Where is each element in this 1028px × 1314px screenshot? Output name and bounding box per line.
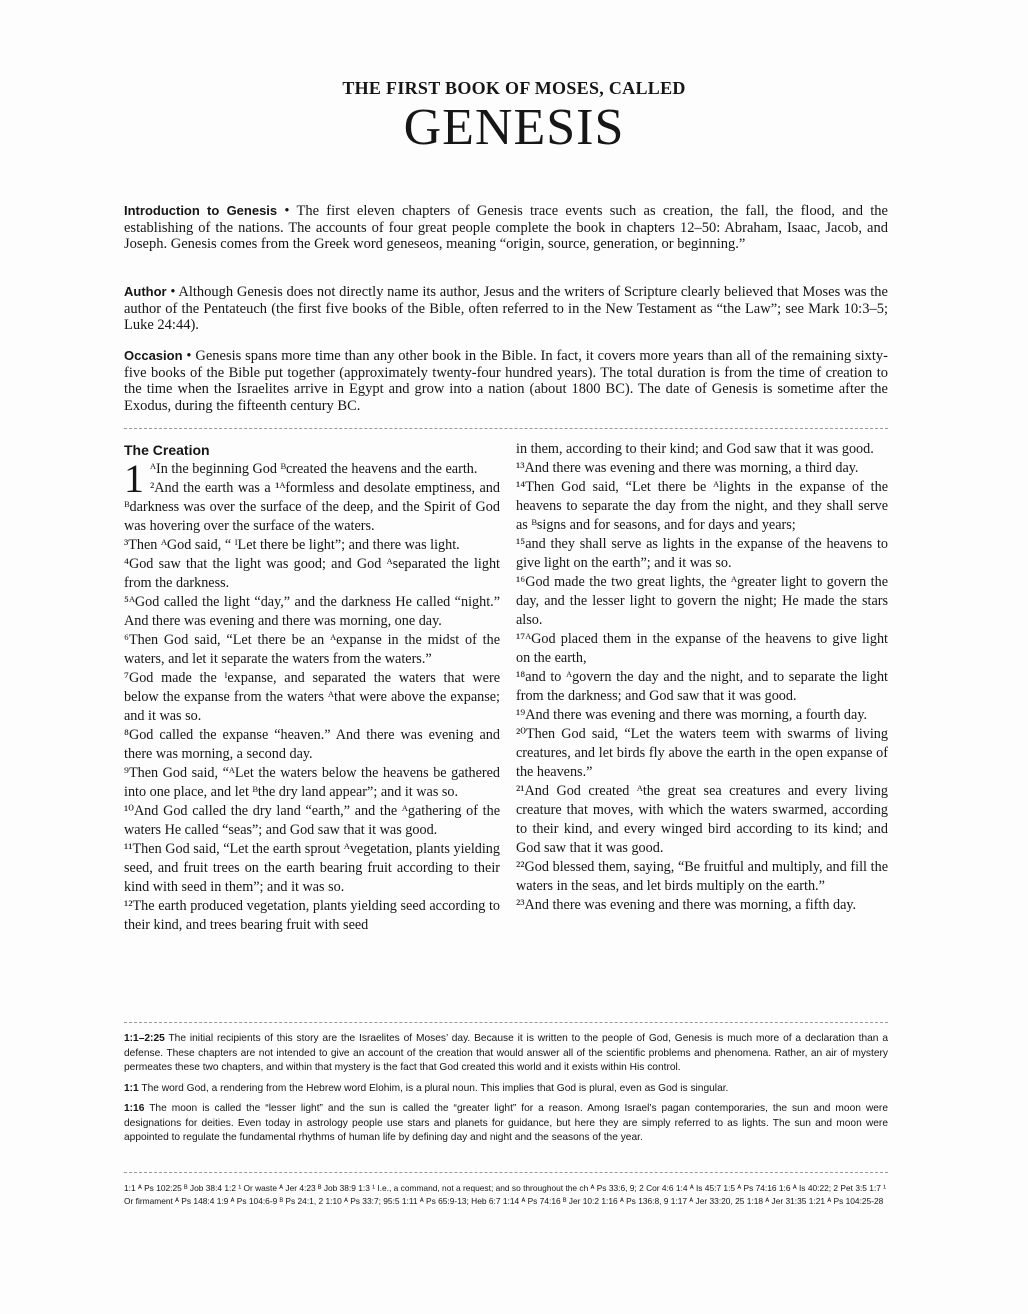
verse: ᴬIn the beginning God ᴮcreated the heavens and the earth.	[150, 461, 478, 477]
note-text: The word God, a rendering from the Hebrew word Elohim, is a plural noun. This implies that God is plural, even as God is singular.	[138, 1082, 729, 1094]
divider-top	[124, 428, 888, 429]
divider-notes	[124, 1022, 888, 1023]
verse: ¹³And there was evening and there was morning, a third day.	[516, 460, 859, 476]
introduction-label: Introduction to Genesis	[124, 203, 278, 218]
note-reference: 1:1	[124, 1082, 139, 1094]
verse: ³Then ᴬGod said, “ ᴵLet there be light”; and there was light.	[124, 537, 460, 553]
author-label: Author	[124, 284, 167, 299]
study-note	[124, 1102, 888, 1146]
verse: ⁴God saw that the light was good; and God ᴬseparated the light from the darkness.	[124, 556, 500, 591]
book-title: GENESIS	[403, 99, 625, 156]
verse: ¹⁵and they shall serve as lights in the expanse of the heavens to give light on the earth”; and it was so.	[516, 536, 888, 571]
verse: ¹⁸and to ᴬgovern the day and the night, and to separate the light from the darkness; and God saw that it was good.	[516, 669, 888, 704]
verse: ¹⁴Then God said, “Let there be ᴬlights in the expanse of the heavens to separate the day from the night, and they shall serve as ᴮsigns and for seasons, and for days and years;	[516, 479, 888, 533]
note-text: The initial recipients of this story are the Israelites of Moses’ day. Because it is written to the people of God, Genesis is much more of a declaration than a defense. These chapters are not intended to give an account of the creation that would answer all of the scientific problems and phenomena. Rather, an air of mystery permeates these two chapters, and within that mystery is the fact that God created this world and it exists within His control.	[124, 1033, 888, 1073]
verse: ⁷God made the ᴵexpanse, and separated the waters that were below the expanse from the waters ᴬthat were above the expanse; and it was so.	[124, 670, 500, 724]
verse: ⁵ᴬGod called the light “day,” and the darkness He called “night.” And there was evening and there was morning, one day.	[124, 594, 500, 629]
chapter-number: 1	[124, 456, 144, 501]
note-reference: 1:1–2:25	[124, 1033, 165, 1044]
verse: ²And the earth was a ¹ᴬformless and desolate emptiness, and ᴮdarkness was over the surface of the deep, and the Spirit of God was hovering over the surface of the waters.	[124, 480, 500, 534]
scripture-left-column	[124, 440, 500, 935]
section-heading: The Creation	[124, 442, 210, 458]
verse: in them, according to their kind; and God saw that it was good.	[516, 441, 874, 457]
verse: ⁶Then God said, “Let there be an ᴬexpanse in the midst of the waters, and let it separate the waters from the waters.”	[124, 632, 500, 667]
verse: ⁸God called the expanse “heaven.” And there was evening and there was morning, a second day.	[124, 727, 500, 762]
introduction-text: • The first eleven chapters of Genesis trace events such as creation, the fall, the flood, and the establishing of the nations. The accounts of four great people complete the book in chapters 12–50: Abraham, Isaac, Jacob, and Joseph. Genesis comes from the Greek word geneseos, meaning “origin, source, generation, or beginning.”	[124, 203, 888, 252]
occasion-text: • Genesis spans more time than any other book in the Bible. In fact, it covers more years than all of the remaining sixty-five books of the Bible put together (approximately twenty-four hundred years). The total duration is from the time of creation to the time when the Israelites arrive in Egypt and grow into a nation (about 1800 BC). The date of Genesis is sometime after the Exodus, during the fifteenth century BC.	[124, 348, 888, 414]
verse: ²⁰Then God said, “Let the waters teem with swarms of living creatures, and let birds fly above the earth in the open expanse of the heavens.”	[516, 726, 888, 780]
book-supertitle: THE FIRST BOOK OF MOSES, CALLED	[342, 78, 686, 98]
divider-xrefs	[124, 1172, 888, 1173]
verse: ¹⁶God made the two great lights, the ᴬgreater light to govern the day, and the lesser light to govern the night; He made the stars also.	[516, 574, 888, 628]
occasion-label: Occasion	[124, 348, 183, 363]
author-paragraph	[124, 284, 888, 334]
verse: ¹¹Then God said, “Let the earth sprout ᴬvegetation, plants yielding seed, and fruit trees on the earth bearing fruit according to their kind with seed in them”; and it was so.	[124, 841, 500, 895]
scripture-right-column	[516, 440, 888, 915]
verse: ¹²The earth produced vegetation, plants yielding seed according to their kind, and trees bearing fruit with seed	[124, 898, 500, 933]
study-note	[124, 1082, 888, 1097]
verse: ¹⁹And there was evening and there was morning, a fourth day.	[516, 707, 868, 723]
study-notes	[124, 1032, 888, 1152]
study-note	[124, 1032, 888, 1076]
verse: ¹⁷ᴬGod placed them in the expanse of the heavens to give light on the earth,	[516, 631, 888, 666]
author-text: • Although Genesis does not directly name its author, Jesus and the writers of Scripture clearly believed that Moses was the author of the Pentateuch (the first five books of the Bible, often referred to in the New Testament as “the Law”; see Mark 10:3–5; Luke 24:44).	[124, 284, 888, 333]
note-text: The moon is called the “lesser light” and the sun is called the “greater light” for a reason. Among Israel’s pagan contemporaries, the sun and moon were designations for deities. Even today in astrology people use stars and planets for guidance, but here they are simply referred to as lights. The sun and moon were appointed to regulate the fundamental rhythms of human life by defining day and night and the seasons of the year.	[124, 1103, 888, 1143]
verse: ¹⁰And God called the dry land “earth,” and the ᴬgathering of the waters He called “seas”; and God saw that it was good.	[124, 803, 500, 838]
note-reference: 1:16	[124, 1103, 145, 1114]
verse: ²¹And God created ᴬthe great sea creatures and every living creature that moves, with which the waters swarmed, according to their kind, and every winged bird according to its kind; and God saw that it was good.	[516, 783, 888, 856]
cross-references: 1:1 ᴬ Ps 102:25 ᴮ Job 38:4 1:2 ¹ Or waste ᴬ Jer 4:23 ᴮ Job 38:9 1:3 ¹ I.e., a command, not a request; and so throughout the ch ᴬ Ps 33:6, 9; 2 Cor 4:6 1:4 ᴬ Is 45:7 1:5 ᴬ Ps 74:16 1:6 ᴬ Is 40:22; 2 Pet 3:5 1:7 ¹ Or firmament ᴬ Ps 148:4 1:9 ᴬ Ps 104:6-9 ᴮ Ps 24:1, 2 1:10 ᴬ Ps 33:7; 95:5 1:11 ᴬ Ps 65:9-13; Heb 6:7 1:14 ᴬ Ps 74:16 ᴮ Jer 10:2 1:16 ᴬ Ps 136:8, 9 1:17 ᴬ Jer 33:20, 25 1:18 ᴬ Jer 31:35 1:21 ᴬ Ps 104:25-28	[124, 1183, 887, 1206]
verse: ²³And there was evening and there was morning, a fifth day.	[516, 897, 857, 913]
introduction-paragraph	[124, 203, 888, 253]
verse: ⁹Then God said, “ᴬLet the waters below the heavens be gathered into one place, and let ᴮthe dry land appear”; and it was so.	[124, 765, 500, 800]
verse: ²²God blessed them, saying, “Be fruitful and multiply, and fill the waters in the seas, and let birds multiply on the earth.”	[516, 859, 888, 894]
occasion-paragraph	[124, 348, 888, 414]
